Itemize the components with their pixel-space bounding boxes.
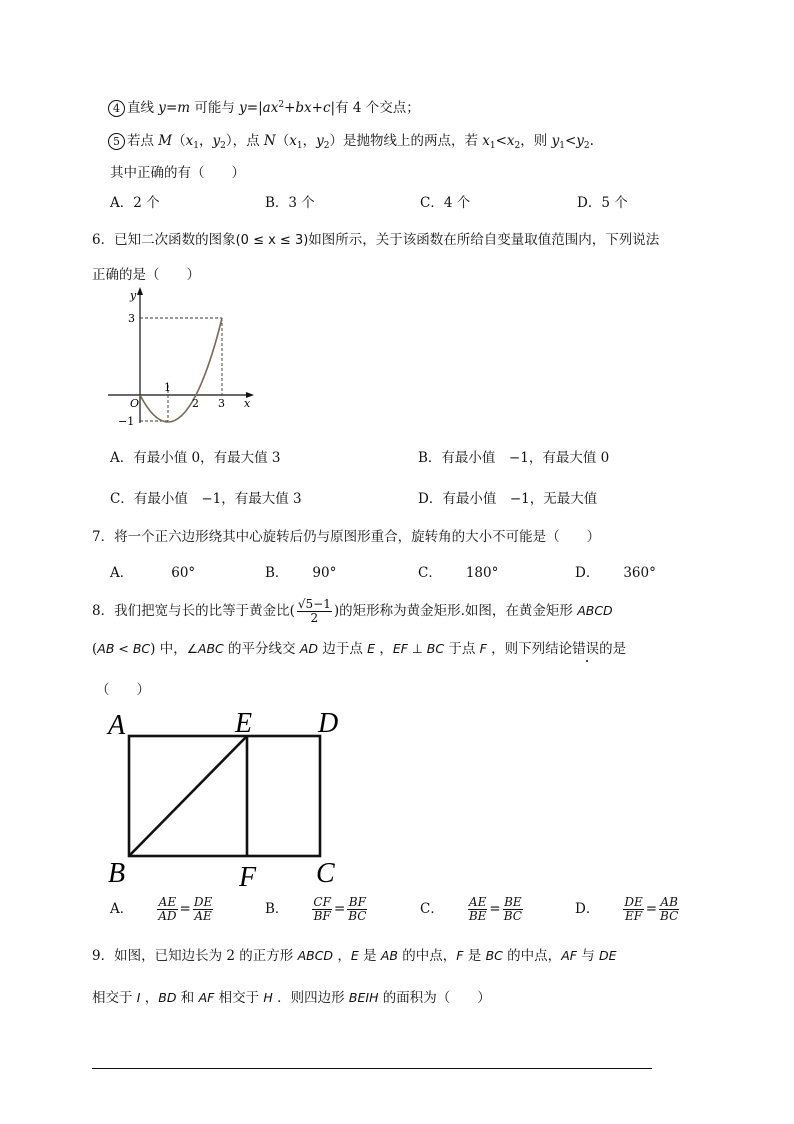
q8-option-d: D． $\frac{DE}{EF}$ = $\frac{AB}{BC}$ xyxy=(575,895,679,923)
q6-stem-line1: 6．已知二次函数的图象(0 ≤ x ≤ 3)如图所示，关于该函数在所给自变量取值范围内，下列说法 xyxy=(92,232,660,248)
q9-stem-line2: 相交于 I ，BD 和 AF 相交于 H ．则四边形 BEIH 的面积为（ ） xyxy=(92,990,491,1006)
q8-option-c: C． $\frac{AE}{BE}$ = $\frac{BE}{BC}$ xyxy=(420,895,522,923)
page-footer-rule xyxy=(92,1068,652,1069)
q7-option-d: D． 360° xyxy=(575,565,656,581)
label-b: B xyxy=(108,858,126,889)
label-c: C xyxy=(316,858,335,889)
q5-option-b: B．3 个 xyxy=(265,195,315,211)
q5-option-c: C．4 个 xyxy=(420,195,471,211)
q8-stem-line2: (AB < BC) 中，∠ABC 的平分线交 AD 边于点 E ，EF ⊥ BC 于点 F ，则下列结论错误的是 xyxy=(92,641,627,657)
q7-stem: 7．将一个正六边形绕其中心旋转后仍与原图形重合，旋转角的大小不可能是（ ） xyxy=(92,529,601,545)
q8-option-a: A． $\frac{AE}{AD}$ = $\frac{DE}{AE}$ xyxy=(110,895,213,923)
q6-stem-line2: 正确的是（ ） xyxy=(92,267,200,283)
y-axis-arrow-icon xyxy=(137,287,143,295)
y-tick-3: 3 xyxy=(128,312,135,325)
q8-stem-line1: 8．我们把宽与长的比等于黄金比( $\frac{√5-1}{2}$ )的矩形称为黄金矩形.如图，在黄金矩形 ABCD xyxy=(92,597,613,625)
q5-item-5: 5 若点 $M(x_1$，$y_2$），点 $N(x_1$，$y_2$）是抛物线上的两点，若 $x_1<x_2$，则 $y_1<y_2$. xyxy=(108,129,594,151)
label-d: D xyxy=(318,708,339,739)
q6-option-c: C．有最小值 −1，有最大值 3 xyxy=(110,491,302,507)
label-a: A xyxy=(108,710,126,741)
q5-item-4: 4 直线 y=m 可能与 $y=|ax^2+bx+c|$有 4 个交点； xyxy=(108,96,420,117)
label-e: E xyxy=(235,708,253,739)
q6-option-a: A．有最小值 0，有最大值 3 xyxy=(110,450,281,466)
q6-option-b: B．有最小值 −1，有最大值 0 xyxy=(418,450,610,466)
x-tick-2: 2 xyxy=(192,397,199,410)
y-tick-neg1: −1 xyxy=(118,415,135,428)
rectangle-abcd xyxy=(129,736,320,856)
emphasis-wrong: 错误 xyxy=(572,641,600,657)
q8-golden-rectangle-figure xyxy=(100,700,370,895)
q8-option-b: B． $\frac{CF}{BF}$ = $\frac{BF}{BC}$ xyxy=(265,895,367,923)
q7-option-b: B． 90° xyxy=(265,565,337,581)
x-tick-3: 3 xyxy=(218,397,225,410)
q8-answer-blank: （ ） xyxy=(96,682,150,698)
x-axis-label: x xyxy=(244,397,251,410)
q6-option-d: D．有最小值 −1，无最大值 xyxy=(418,491,598,507)
q5-option-d: D．5 个 xyxy=(577,195,628,211)
x-tick-1: 1 xyxy=(164,381,171,394)
q5-prompt: 其中正确的有（ ） xyxy=(110,165,245,181)
segment-be xyxy=(129,736,247,856)
circled-number: 4 xyxy=(108,100,125,117)
y-axis-label: y xyxy=(130,289,137,302)
label-f: F xyxy=(239,862,257,893)
q7-option-a: A． 60° xyxy=(110,565,196,581)
q5-option-a: A．2 个 xyxy=(110,195,160,211)
circled-number: 5 xyxy=(108,133,125,150)
q7-option-c: C． 180° xyxy=(418,565,499,581)
golden-ratio-fraction: $\frac{√5-1}{2}$ xyxy=(297,597,331,625)
q6-function-graph xyxy=(100,283,260,433)
q9-stem-line1: 9．如图，已知边长为 2 的正方形 ABCD ，E 是 AB 的中点，F 是 BC 的中点，AF 与 DE xyxy=(92,948,617,964)
parabola-curve xyxy=(140,318,222,422)
origin-label: O xyxy=(130,397,140,410)
